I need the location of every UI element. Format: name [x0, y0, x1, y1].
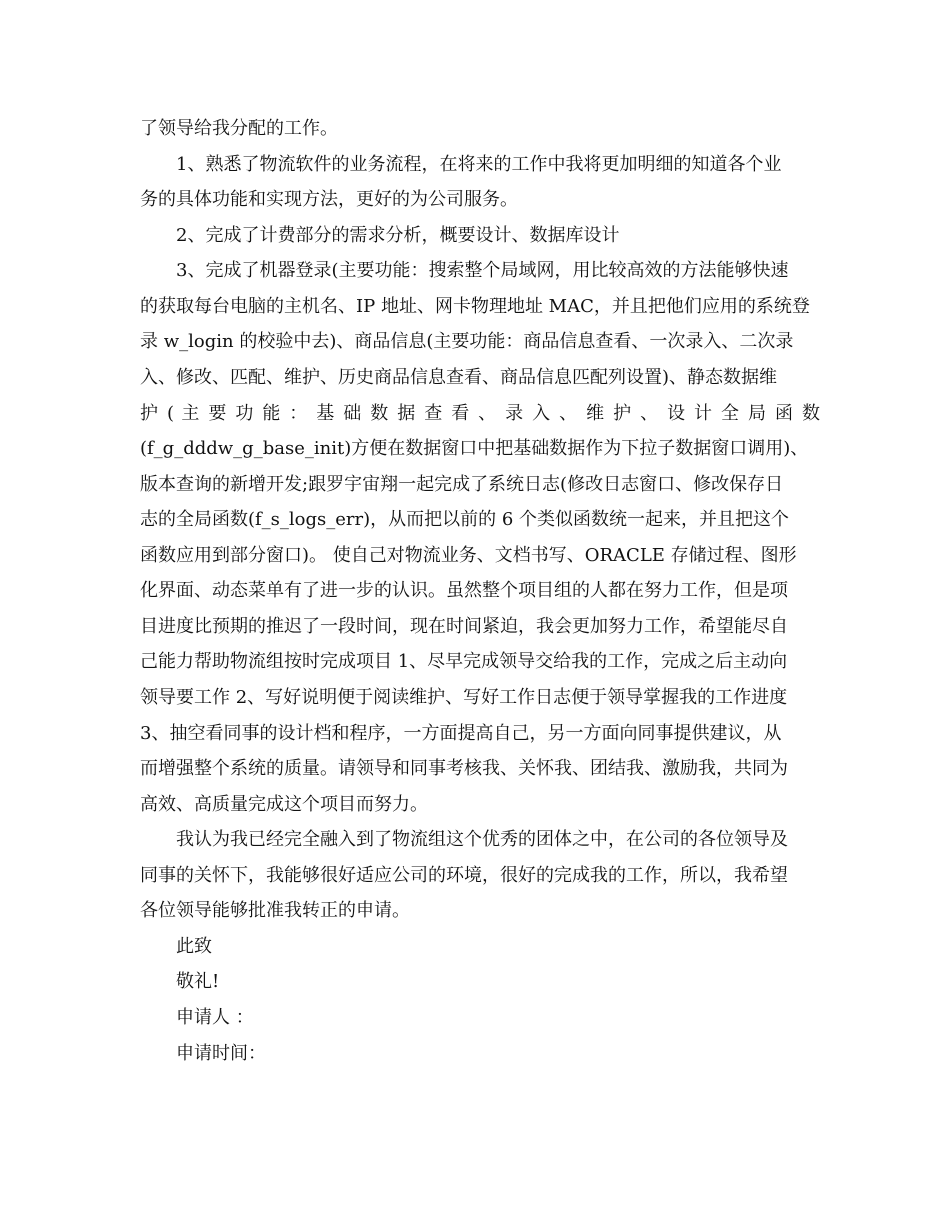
- text-line: (f_g_dddw_g_base_init)方便在数据窗口中把基础数据作为下拉子数据窗口调用)、: [140, 438, 809, 459]
- text-line: 了领导给我分配的工作。: [140, 118, 338, 139]
- text-line: 我认为我已经完全融入到了物流组这个优秀的团体之中，在公司的各位领导及: [176, 829, 788, 850]
- text-line: 目进度比预期的推迟了一段时间，现在时间紧迫，我会更加努力工作，希望能尽自: [140, 616, 788, 637]
- text-line: 务的具体功能和实现方法，更好的为公司服务。: [140, 189, 518, 210]
- text-line: 3、抽空看同事的设计档和程序，一方面提高自己，另一方面向同事提供建议，从: [140, 723, 782, 744]
- text-line: 化界面、动态菜单有了进一步的认识。虽然整个项目组的人都在努力工作，但是项: [140, 580, 788, 601]
- text-line: 各位领导能够批准我转正的申请。: [140, 900, 410, 921]
- text-line: 领导要工作 2、写好说明便于阅读维护、写好工作日志便于领导掌握我的工作进度: [140, 687, 788, 708]
- text-line: 志的全局函数(f_s_logs_err)，从而把以前的 6 个类似函数统一起来，并且把这个: [140, 509, 790, 530]
- text-line: 录 w_login 的校验中去)、商品信息(主要功能：商品信息查看、一次录入、二次录: [140, 331, 794, 352]
- text-line: 3、完成了机器登录(主要功能：搜索整个局域网，用比较高效的方法能够快速: [176, 260, 789, 281]
- text-line: 己能力帮助物流组按时完成项目 1、尽早完成领导交给我的工作，完成之后主动向: [140, 651, 788, 672]
- text-line: 2、完成了计费部分的需求分析，概要设计、数据库设计: [176, 225, 620, 246]
- applicant-label: 申请人 ：: [176, 1007, 254, 1028]
- text-line: 同事的关怀下，我能够很好适应公司的环境，很好的完成我的工作，所以，我希望: [140, 865, 788, 886]
- application-date-label: 申请时间：: [176, 1043, 266, 1064]
- text-line: 版本查询的新增开发;跟罗宇宙翔一起完成了系统日志(修改日志窗口、修改保存日: [140, 474, 784, 495]
- text-line: 的获取每台电脑的主机名、IP 地址、网卡物理地址 MAC，并且把他们应用的系统登: [140, 296, 810, 317]
- text-line: 护 ( 主 要 功 能 ： 基 础 数 据 查 看 、 录 入 、 维 护 、 设 计 全 局 函 数: [140, 403, 820, 424]
- closing-salutation: 此致: [176, 936, 212, 957]
- text-line: 函数应用到部分窗口)。 使自己对物流业务、文档书写、ORACLE 存储过程、图形: [140, 545, 797, 566]
- text-line: 而增强整个系统的质量。请领导和同事考核我、关怀我、团结我、激励我，共同为: [140, 758, 788, 779]
- text-line: 高效、高质量完成这个项目而努力。: [140, 794, 428, 815]
- text-line: 1、熟悉了物流软件的业务流程，在将来的工作中我将更加明细的知道各个业: [176, 154, 782, 175]
- closing-regards: 敬礼!: [176, 971, 220, 992]
- text-line: 入、修改、匹配、维护、历史商品信息查看、商品信息匹配列设置)、静态数据维: [140, 367, 778, 388]
